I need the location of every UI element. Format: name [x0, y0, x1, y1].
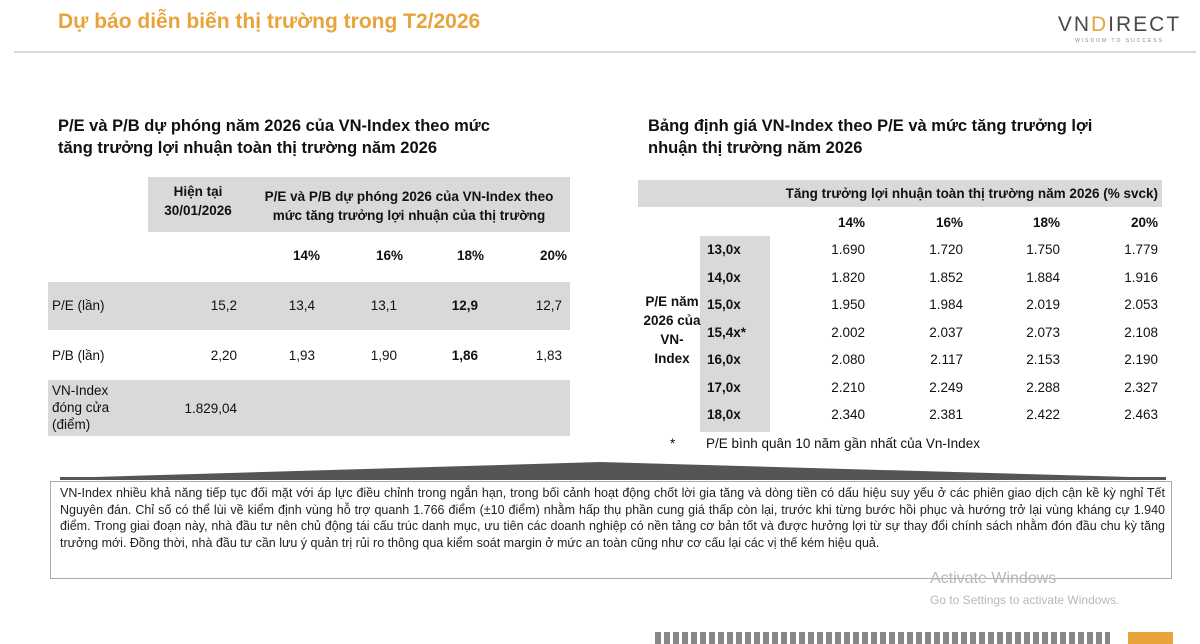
logo-tagline: WISDOM TO SUCCESS	[1075, 38, 1164, 44]
valuation-cell: 2.108	[1124, 324, 1158, 340]
pe-row-20: 12,7	[535, 298, 562, 313]
pb-row-current: 2,20	[210, 348, 237, 363]
close-label-line1: VN-Index	[52, 383, 109, 398]
current-header	[148, 182, 248, 220]
valuation-cell: 2.053	[1124, 297, 1158, 312]
valuation-cell: 2.117	[930, 352, 963, 367]
valuation-cell: 2.381	[929, 407, 963, 422]
pe-multiple-label: 14,0x	[707, 269, 741, 285]
pe-multiple-label: 13,0x	[707, 242, 741, 257]
close-label-line2: đóng cửa	[52, 400, 110, 415]
valuation-cell: 2.422	[1026, 407, 1060, 422]
close-row-label	[52, 382, 109, 433]
right-col-16: 16%	[935, 215, 963, 230]
valuation-cell: 1.852	[929, 269, 963, 285]
right-title-line2: nhuận thị trường năm 2026	[648, 139, 863, 157]
left-col-16: 16%	[375, 248, 403, 263]
valuation-cell: 1.690	[831, 242, 865, 257]
pe-row-14: 13,4	[288, 298, 315, 313]
activate-windows-title: Activate Windows	[930, 570, 1057, 587]
vndirect-logo	[1057, 13, 1182, 44]
pb-row-label: P/B (lần)	[52, 348, 105, 363]
pb-row-14: 1,93	[288, 348, 315, 363]
left-title-line2: tăng trưởng lợi nhuận toàn thị trường năm 2026	[58, 139, 438, 157]
valuation-cell: 2.153	[1026, 352, 1060, 367]
valuation-cell: 1.984	[929, 297, 963, 312]
valuation-cell: 2.327	[1124, 379, 1158, 395]
right-table-header: Tăng trưởng lợi nhuận toàn thị trường năm 2026 (% svck)	[785, 186, 1158, 201]
valuation-cell: 1.779	[1124, 242, 1158, 257]
logo-text-a: VN	[1057, 13, 1091, 36]
group-header	[248, 187, 570, 225]
pb-row-16: 1,90	[370, 348, 397, 363]
close-row-value: 1.829,04	[184, 401, 237, 416]
side-label-line2: 2026 của	[643, 313, 701, 328]
logo-text-i: D	[1091, 13, 1109, 36]
valuation-cell: 1.820	[831, 269, 865, 285]
group-header-line1: P/E và P/B dự phóng 2026 của VN-Index theo	[264, 189, 554, 204]
left-table-title	[58, 115, 578, 159]
valuation-cell: 1.884	[1026, 269, 1060, 285]
valuation-cell: 1.950	[831, 297, 865, 312]
side-label-line3: VN-	[660, 332, 684, 347]
pe-multiple-label: 17,0x	[707, 379, 741, 395]
valuation-cell: 2.080	[831, 352, 865, 367]
pe-row-current: 15,2	[210, 298, 237, 313]
valuation-cell: 2.288	[1026, 379, 1060, 395]
right-side-label	[636, 292, 708, 368]
pe-multiple-label: 16,0x	[707, 352, 741, 367]
group-header-line2: mức tăng trưởng lợi nhuận của thị trường	[272, 208, 546, 223]
left-col-20: 20%	[539, 248, 567, 263]
side-label-line4: Index	[654, 351, 690, 366]
footer-line	[655, 632, 1110, 644]
right-col-14: 14%	[837, 215, 865, 230]
left-col-18: 18%	[456, 248, 484, 263]
right-table-title	[648, 115, 1168, 159]
valuation-cell: 1.750	[1026, 242, 1060, 257]
page-title: Dự báo diễn biến thị trường trong T2/2026	[58, 10, 481, 33]
valuation-cell: 2.340	[831, 407, 865, 422]
valuation-cell: 2.073	[1026, 324, 1060, 340]
footnote-text: P/E bình quân 10 năm gần nhất của Vn-Index	[706, 436, 980, 451]
pe-multiple-label: 15,0x	[707, 297, 741, 312]
valuation-cell: 2.037	[929, 324, 963, 340]
valuation-cell: 2.002	[831, 324, 865, 340]
close-label-line3: (điểm)	[52, 417, 91, 432]
valuation-cell: 1.916	[1124, 269, 1158, 285]
side-label-line1: P/E năm	[645, 294, 699, 309]
pe-multiple-label: 18,0x	[707, 407, 741, 422]
right-col-20: 20%	[1130, 215, 1158, 230]
current-header-line1: Hiện tại	[173, 184, 223, 199]
right-col-18: 18%	[1032, 215, 1060, 230]
right-title-line1: Bảng định giá VN-Index theo P/E và mức tăng trưởng lợi	[648, 117, 1093, 135]
header-divider	[14, 51, 1196, 53]
pe-row-18: 12,9	[451, 298, 478, 313]
valuation-cell: 1.720	[929, 242, 963, 257]
left-title-line1: P/E và P/B dự phóng năm 2026 của VN-Index theo mức	[58, 117, 490, 135]
pe-multiple-label: 15,4x*	[707, 324, 747, 340]
valuation-cell: 2.210	[831, 379, 865, 395]
valuation-cell: 2.463	[1124, 407, 1158, 422]
valuation-cell: 2.019	[1026, 297, 1060, 312]
left-col-14: 14%	[292, 248, 320, 263]
valuation-cell: 2.190	[1124, 352, 1158, 367]
footer-page-box	[1128, 632, 1173, 644]
table-row	[48, 380, 570, 436]
pb-row-20: 1,83	[535, 348, 562, 363]
logo-text-b: IRECT	[1108, 13, 1182, 36]
footnote-mark: *	[670, 436, 676, 451]
valuation-cell: 2.249	[929, 379, 963, 395]
current-header-line2: 30/01/2026	[164, 203, 232, 218]
pe-row-label: P/E (lần)	[52, 298, 105, 313]
pe-row-16: 13,1	[370, 298, 397, 313]
activate-windows-subtitle: Go to Settings to activate Windows.	[930, 593, 1120, 607]
note-text: VN-Index nhiều khả năng tiếp tục đối mặt với áp lực điều chỉnh trong ngắn hạn, trong bối cảnh hoạt động chốt lời gia tăng và dòng tiền có dấu hiệu suy yếu ở các phiên giao dịch cận kề kỳ nghỉ Tết Nguyên đán. Chỉ số có thể lùi về kiểm định vùng hỗ trợ quanh 1.766 điểm (±10 điểm) nhằm hấp thụ phần cung giá thấp còn lại, trước khi từng bước hồi phục và hướng trở lại vùng kháng cự 1.940 điểm. Trong giai đoạn này, nhà đầu tư nên chủ động tái cấu trúc danh mục, ưu tiên các doanh nghiệp có nền tảng cơ bản tốt và được hưởng lợi từ sự thay đổi chính sách nhằm đón đầu chu kỳ tăng trưởng mới. Đồng thời, nhà đầu tư cần lưu ý quản trị rủi ro thông qua kiểm soát margin ở mức an toàn cũng như cơ cấu lại các vị thế kém hiệu quả.	[60, 486, 1165, 550]
pb-row-18: 1,86	[451, 348, 478, 363]
